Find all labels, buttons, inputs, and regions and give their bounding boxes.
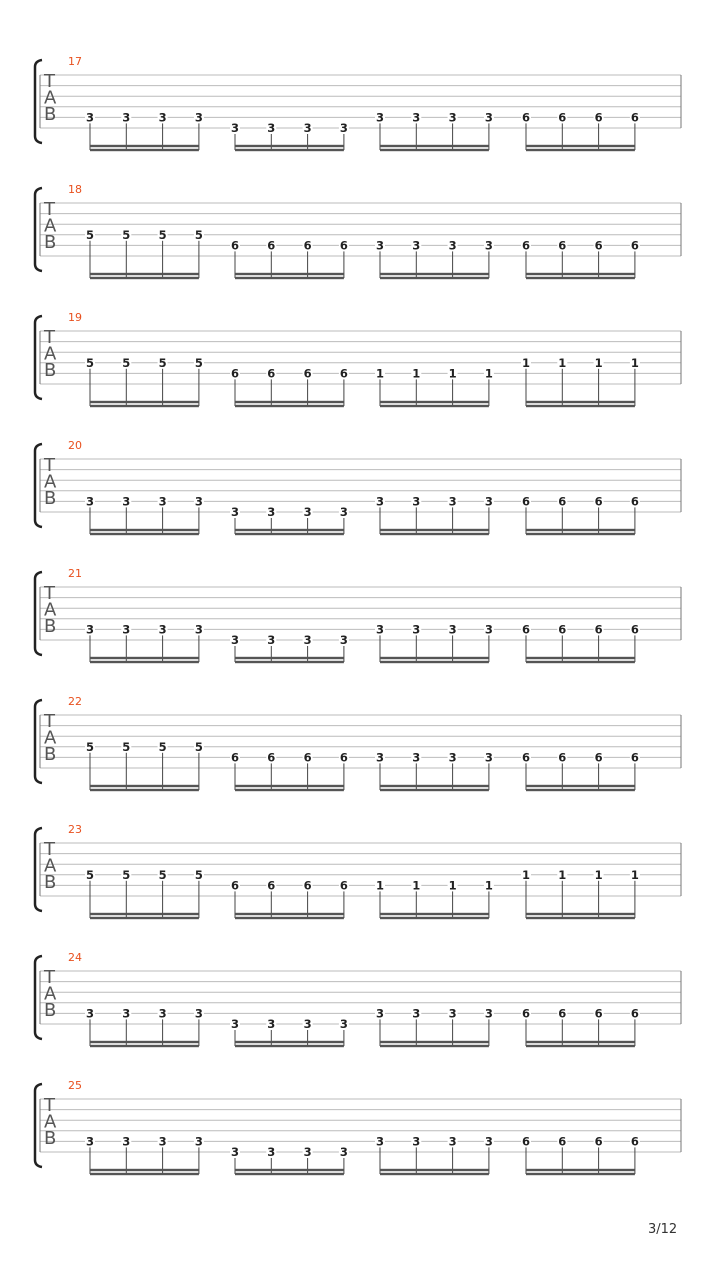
fret-number: 6 xyxy=(303,238,312,253)
fret-number: 3 xyxy=(267,1017,276,1031)
beam xyxy=(526,1041,635,1043)
tab-clef-letter: T xyxy=(44,583,55,604)
beam xyxy=(380,1041,489,1043)
beam xyxy=(90,533,199,535)
beam xyxy=(235,913,344,915)
system-bracket xyxy=(35,956,42,1039)
fret-number: 3 xyxy=(85,622,95,637)
fret-number: 5 xyxy=(85,355,95,370)
fret-number: 6 xyxy=(558,750,567,765)
fret-number: 3 xyxy=(412,494,421,509)
tab-clef-letter: B xyxy=(44,744,57,765)
fret-number: 5 xyxy=(85,867,95,882)
fret-number: 1 xyxy=(630,355,639,370)
system-bracket xyxy=(35,572,42,655)
fret-number: 6 xyxy=(630,1134,639,1149)
beam xyxy=(235,1045,344,1047)
fret-number: 3 xyxy=(267,1145,276,1159)
fret-number: 3 xyxy=(412,622,421,637)
tab-clef-letter: A xyxy=(44,1111,57,1133)
fret-number: 5 xyxy=(194,867,203,882)
measure-number: 21 xyxy=(68,567,82,580)
fret-number: 6 xyxy=(594,1134,603,1149)
tab-clef-letter: A xyxy=(44,87,57,109)
fret-number: 3 xyxy=(122,494,131,509)
beam xyxy=(526,785,635,787)
system-bracket xyxy=(35,828,42,911)
fret-number: 3 xyxy=(303,121,312,135)
fret-number: 6 xyxy=(594,1006,603,1021)
measure-number: 20 xyxy=(68,439,82,452)
fret-number: 3 xyxy=(303,1145,312,1159)
fret-number: 3 xyxy=(448,1134,457,1149)
fret-number: 5 xyxy=(194,739,203,754)
fret-number: 1 xyxy=(375,366,385,381)
beam xyxy=(526,661,635,663)
beam xyxy=(526,789,635,791)
beam xyxy=(90,917,199,919)
fret-number: 1 xyxy=(630,867,639,882)
fret-number: 3 xyxy=(375,1134,385,1149)
tab-clef-letter: A xyxy=(44,215,57,237)
fret-number: 3 xyxy=(194,1006,203,1021)
fret-number: 1 xyxy=(558,355,567,370)
fret-number: 3 xyxy=(230,505,240,519)
beam xyxy=(90,277,199,279)
tab-clef-letter: B xyxy=(44,1000,57,1021)
system-bracket xyxy=(35,316,42,399)
tab-system xyxy=(0,952,720,1072)
fret-number: 3 xyxy=(230,121,240,135)
fret-number: 3 xyxy=(412,1134,421,1149)
beam xyxy=(235,1173,344,1175)
fret-number: 3 xyxy=(158,622,167,637)
beam xyxy=(235,273,344,275)
fret-number: 6 xyxy=(594,494,603,509)
tab-system xyxy=(0,440,720,560)
fret-number: 3 xyxy=(484,238,493,253)
fret-number: 6 xyxy=(230,878,240,893)
fret-number: 3 xyxy=(484,622,493,637)
beam xyxy=(380,533,489,535)
fret-number: 6 xyxy=(630,238,639,253)
tab-staff xyxy=(0,184,720,294)
beam xyxy=(235,789,344,791)
fret-number: 3 xyxy=(158,1134,167,1149)
fret-number: 3 xyxy=(303,633,312,647)
measure-number: 22 xyxy=(68,695,82,708)
fret-number: 6 xyxy=(558,494,567,509)
fret-number: 3 xyxy=(194,1134,203,1149)
beam xyxy=(90,401,199,403)
beam xyxy=(235,405,344,407)
beam xyxy=(526,277,635,279)
beam xyxy=(380,149,489,151)
fret-number: 1 xyxy=(484,366,493,381)
fret-number: 6 xyxy=(630,622,639,637)
fret-number: 3 xyxy=(230,633,240,647)
fret-number: 3 xyxy=(267,121,276,135)
fret-number: 6 xyxy=(558,1006,567,1021)
fret-number: 1 xyxy=(375,878,385,893)
measure-number: 25 xyxy=(68,1079,82,1092)
fret-number: 3 xyxy=(303,505,312,519)
fret-number: 6 xyxy=(630,494,639,509)
fret-number: 6 xyxy=(339,878,348,893)
fret-number: 3 xyxy=(267,633,276,647)
tab-system xyxy=(0,824,720,944)
fret-number: 5 xyxy=(122,355,131,370)
beam xyxy=(90,1169,199,1171)
fret-number: 1 xyxy=(521,355,531,370)
tab-clef-letter: B xyxy=(44,232,57,253)
fret-number: 3 xyxy=(339,1017,348,1031)
fret-number: 5 xyxy=(194,355,203,370)
tab-staff xyxy=(0,824,720,934)
fret-number: 3 xyxy=(122,622,131,637)
fret-number: 1 xyxy=(594,867,603,882)
system-bracket xyxy=(35,1084,42,1167)
fret-number: 3 xyxy=(448,622,457,637)
fret-number: 6 xyxy=(521,110,531,125)
fret-number: 6 xyxy=(303,366,312,381)
beam xyxy=(235,277,344,279)
beam xyxy=(235,657,344,659)
beam xyxy=(235,401,344,403)
fret-number: 6 xyxy=(339,366,348,381)
tab-clef-letter: T xyxy=(44,711,55,732)
fret-number: 6 xyxy=(594,622,603,637)
beam xyxy=(90,1173,199,1175)
fret-number: 3 xyxy=(194,494,203,509)
fret-number: 3 xyxy=(484,1134,493,1149)
beam xyxy=(380,277,489,279)
beam xyxy=(380,661,489,663)
tab-clef-letter: T xyxy=(44,455,55,476)
fret-number: 5 xyxy=(85,227,95,242)
beam xyxy=(526,405,635,407)
tab-clef-letter: A xyxy=(44,855,57,877)
tab-clef-letter: B xyxy=(44,488,57,509)
tab-clef-letter: B xyxy=(44,1128,57,1149)
fret-number: 3 xyxy=(194,622,203,637)
fret-number: 3 xyxy=(303,1017,312,1031)
tab-system xyxy=(0,1080,720,1200)
tab-clef-letter: T xyxy=(44,327,55,348)
fret-number: 3 xyxy=(448,494,457,509)
beam xyxy=(380,529,489,531)
beam xyxy=(526,145,635,147)
fret-number: 5 xyxy=(122,227,131,242)
beam xyxy=(380,1173,489,1175)
beam xyxy=(380,917,489,919)
fret-number: 3 xyxy=(375,494,385,509)
fret-number: 6 xyxy=(303,750,312,765)
beam xyxy=(90,913,199,915)
fret-number: 5 xyxy=(158,867,167,882)
beam xyxy=(235,1041,344,1043)
measure-number: 23 xyxy=(68,823,82,836)
fret-number: 6 xyxy=(267,366,276,381)
fret-number: 6 xyxy=(303,878,312,893)
beam xyxy=(526,273,635,275)
fret-number: 3 xyxy=(339,505,348,519)
fret-number: 3 xyxy=(158,110,167,125)
beam xyxy=(380,1169,489,1171)
beam xyxy=(526,1169,635,1171)
beam xyxy=(380,913,489,915)
beam xyxy=(380,785,489,787)
fret-number: 3 xyxy=(375,750,385,765)
fret-number: 6 xyxy=(230,238,240,253)
beam xyxy=(235,917,344,919)
fret-number: 3 xyxy=(85,494,95,509)
fret-number: 6 xyxy=(521,1134,531,1149)
tab-clef-letter: B xyxy=(44,104,57,125)
beam xyxy=(90,529,199,531)
beam xyxy=(90,657,199,659)
tab-clef-letter: T xyxy=(44,967,55,988)
beam xyxy=(380,405,489,407)
beam xyxy=(526,917,635,919)
fret-number: 3 xyxy=(375,622,385,637)
tab-clef-letter: B xyxy=(44,360,57,381)
beam xyxy=(90,1045,199,1047)
fret-number: 6 xyxy=(594,110,603,125)
beam xyxy=(90,661,199,663)
beam xyxy=(526,149,635,151)
fret-number: 6 xyxy=(230,750,240,765)
system-bracket xyxy=(35,700,42,783)
beam xyxy=(235,1169,344,1171)
beam xyxy=(90,145,199,147)
beam xyxy=(380,657,489,659)
measure-number: 19 xyxy=(68,311,82,324)
fret-number: 6 xyxy=(558,110,567,125)
tab-system xyxy=(0,568,720,688)
tab-staff xyxy=(0,696,720,806)
fret-number: 1 xyxy=(412,878,421,893)
fret-number: 3 xyxy=(448,1006,457,1021)
fret-number: 1 xyxy=(448,366,457,381)
fret-number: 5 xyxy=(158,355,167,370)
fret-number: 5 xyxy=(194,227,203,242)
fret-number: 3 xyxy=(412,110,421,125)
system-bracket xyxy=(35,188,42,271)
fret-number: 3 xyxy=(412,1006,421,1021)
beam xyxy=(235,661,344,663)
fret-number: 3 xyxy=(339,121,348,135)
fret-number: 6 xyxy=(594,238,603,253)
fret-number: 1 xyxy=(484,878,493,893)
fret-number: 6 xyxy=(339,238,348,253)
measure-number: 18 xyxy=(68,183,82,196)
beam xyxy=(235,145,344,147)
fret-number: 1 xyxy=(594,355,603,370)
beam xyxy=(526,1173,635,1175)
fret-number: 6 xyxy=(558,238,567,253)
fret-number: 3 xyxy=(484,1006,493,1021)
fret-number: 6 xyxy=(521,238,531,253)
tab-staff xyxy=(0,312,720,422)
beam xyxy=(380,273,489,275)
fret-number: 6 xyxy=(521,622,531,637)
fret-number: 6 xyxy=(630,110,639,125)
fret-number: 3 xyxy=(122,1134,131,1149)
tab-system xyxy=(0,184,720,304)
tab-staff xyxy=(0,440,720,550)
fret-number: 3 xyxy=(375,1006,385,1021)
tab-clef-letter: B xyxy=(44,872,57,893)
fret-number: 1 xyxy=(448,878,457,893)
beam xyxy=(526,529,635,531)
fret-number: 1 xyxy=(521,867,531,882)
beam xyxy=(380,1045,489,1047)
tab-staff xyxy=(0,952,720,1062)
tab-system xyxy=(0,312,720,432)
measure-number: 17 xyxy=(68,55,82,68)
fret-number: 6 xyxy=(267,238,276,253)
fret-number: 3 xyxy=(267,505,276,519)
fret-number: 6 xyxy=(521,750,531,765)
fret-number: 3 xyxy=(484,494,493,509)
tab-clef-letter: T xyxy=(44,199,55,220)
fret-number: 3 xyxy=(85,110,95,125)
fret-number: 5 xyxy=(85,739,95,754)
beam xyxy=(90,149,199,151)
fret-number: 5 xyxy=(158,739,167,754)
beam xyxy=(90,785,199,787)
tab-staff xyxy=(0,568,720,678)
fret-number: 3 xyxy=(85,1134,95,1149)
tab-system xyxy=(0,56,720,176)
beam xyxy=(90,1041,199,1043)
beam xyxy=(526,657,635,659)
beam xyxy=(380,789,489,791)
beam xyxy=(526,401,635,403)
fret-number: 3 xyxy=(230,1145,240,1159)
fret-number: 5 xyxy=(158,227,167,242)
fret-number: 6 xyxy=(521,494,531,509)
fret-number: 3 xyxy=(448,750,457,765)
fret-number: 3 xyxy=(375,110,385,125)
tab-clef-letter: A xyxy=(44,343,57,365)
tab-clef-letter: A xyxy=(44,471,57,493)
fret-number: 6 xyxy=(630,750,639,765)
fret-number: 5 xyxy=(122,739,131,754)
system-bracket xyxy=(35,444,42,527)
fret-number: 6 xyxy=(558,1134,567,1149)
tab-clef-letter: T xyxy=(44,71,55,92)
fret-number: 3 xyxy=(375,238,385,253)
fret-number: 3 xyxy=(412,750,421,765)
tab-clef-letter: A xyxy=(44,727,57,749)
system-bracket xyxy=(35,60,42,143)
fret-number: 3 xyxy=(85,1006,95,1021)
beam xyxy=(235,533,344,535)
fret-number: 3 xyxy=(158,1006,167,1021)
tab-system xyxy=(0,696,720,816)
fret-number: 3 xyxy=(158,494,167,509)
fret-number: 1 xyxy=(558,867,567,882)
fret-number: 5 xyxy=(122,867,131,882)
fret-number: 3 xyxy=(412,238,421,253)
fret-number: 3 xyxy=(484,750,493,765)
fret-number: 3 xyxy=(339,1145,348,1159)
measure-number: 24 xyxy=(68,951,82,964)
fret-number: 1 xyxy=(412,366,421,381)
beam xyxy=(526,1045,635,1047)
tab-clef-letter: B xyxy=(44,616,57,637)
fret-number: 6 xyxy=(521,1006,531,1021)
tab-clef-letter: A xyxy=(44,599,57,621)
fret-number: 3 xyxy=(230,1017,240,1031)
tab-clef-letter: T xyxy=(44,839,55,860)
tab-staff xyxy=(0,56,720,166)
tab-clef-letter: T xyxy=(44,1095,55,1116)
fret-number: 6 xyxy=(339,750,348,765)
beam xyxy=(90,405,199,407)
beam xyxy=(235,149,344,151)
fret-number: 6 xyxy=(267,750,276,765)
beam xyxy=(90,273,199,275)
beam xyxy=(526,533,635,535)
beam xyxy=(380,145,489,147)
fret-number: 6 xyxy=(558,622,567,637)
tab-staff xyxy=(0,1080,720,1190)
fret-number: 6 xyxy=(594,750,603,765)
fret-number: 3 xyxy=(448,238,457,253)
beam xyxy=(90,789,199,791)
fret-number: 3 xyxy=(484,110,493,125)
fret-number: 3 xyxy=(122,110,131,125)
beam xyxy=(526,913,635,915)
fret-number: 3 xyxy=(448,110,457,125)
tab-clef-letter: A xyxy=(44,983,57,1005)
fret-number: 3 xyxy=(122,1006,131,1021)
fret-number: 3 xyxy=(194,110,203,125)
beam xyxy=(235,529,344,531)
beam xyxy=(235,785,344,787)
page-number: 3/12 xyxy=(648,1222,678,1237)
fret-number: 6 xyxy=(630,1006,639,1021)
beam xyxy=(380,401,489,403)
fret-number: 3 xyxy=(339,633,348,647)
fret-number: 6 xyxy=(230,366,240,381)
fret-number: 6 xyxy=(267,878,276,893)
